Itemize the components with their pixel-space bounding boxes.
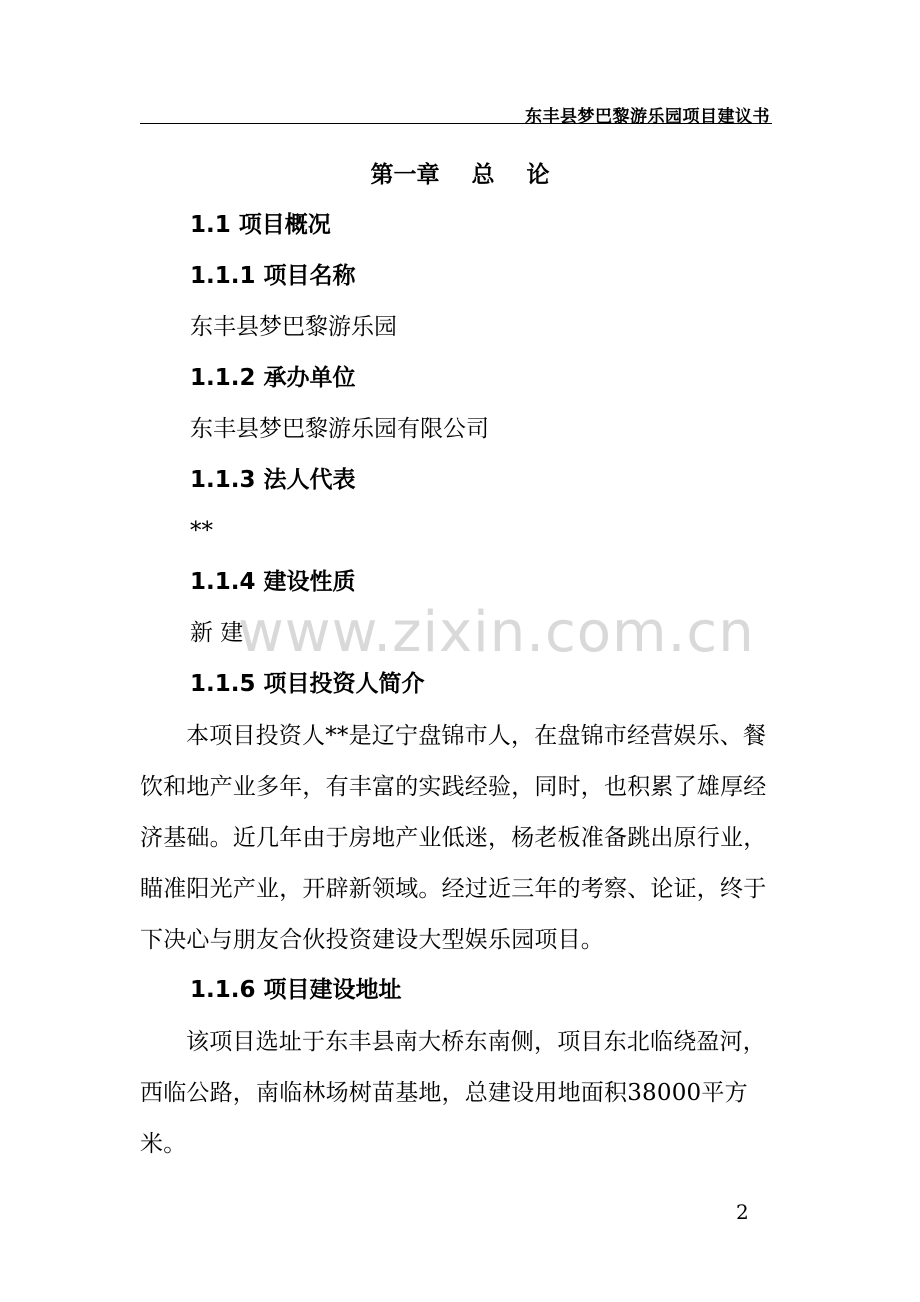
legal-representative-text: **	[190, 518, 213, 544]
page-number: 2	[736, 1200, 749, 1224]
section-heading-1-1-5: 1.1.5 项目投资人简介	[190, 671, 425, 697]
construction-nature-text: 新 建	[190, 620, 244, 646]
organizer-text: 东丰县梦巴黎游乐园有限公司	[190, 416, 489, 442]
section-heading-1-1-4: 1.1.4 建设性质	[190, 569, 356, 595]
page-header-title: 东丰县梦巴黎游乐园项目建议书	[525, 107, 770, 127]
chapter-title: 第一章 总 论	[370, 162, 550, 188]
section-heading-1-1-3: 1.1.3 法人代表	[190, 467, 356, 493]
section-heading-1-1-6: 1.1.6 项目建设地址	[190, 977, 402, 1003]
watermark: www.zixin.com.cn	[238, 600, 755, 665]
header-rule	[140, 123, 772, 124]
section-heading-1-1-2: 1.1.2 承办单位	[190, 365, 356, 391]
project-location-paragraph: 该项目选址于东丰县南大桥东南侧，项目东北临绕盈河，西临公路，南临林场树苗基地，总建设用地面积38000平方米。	[140, 1029, 766, 1157]
investor-profile-paragraph: 本项目投资人**是辽宁盘锦市人，在盘锦市经营娱乐、餐饮和地产业多年，有丰富的实践经验，同时，也积累了雄厚经济基础。近几年由于房地产业低迷，杨老板准备跳出原行业，瞄准阳光产业，开辟新领域。经过近三年的考察、论证，终于下决心与朋友合伙投资建设大型娱乐园项目。	[140, 723, 767, 953]
section-heading-1-1: 1.1 项目概况	[190, 212, 331, 238]
section-heading-1-1-1: 1.1.1 项目名称	[190, 263, 356, 289]
project-name-text: 东丰县梦巴黎游乐园	[190, 314, 397, 340]
